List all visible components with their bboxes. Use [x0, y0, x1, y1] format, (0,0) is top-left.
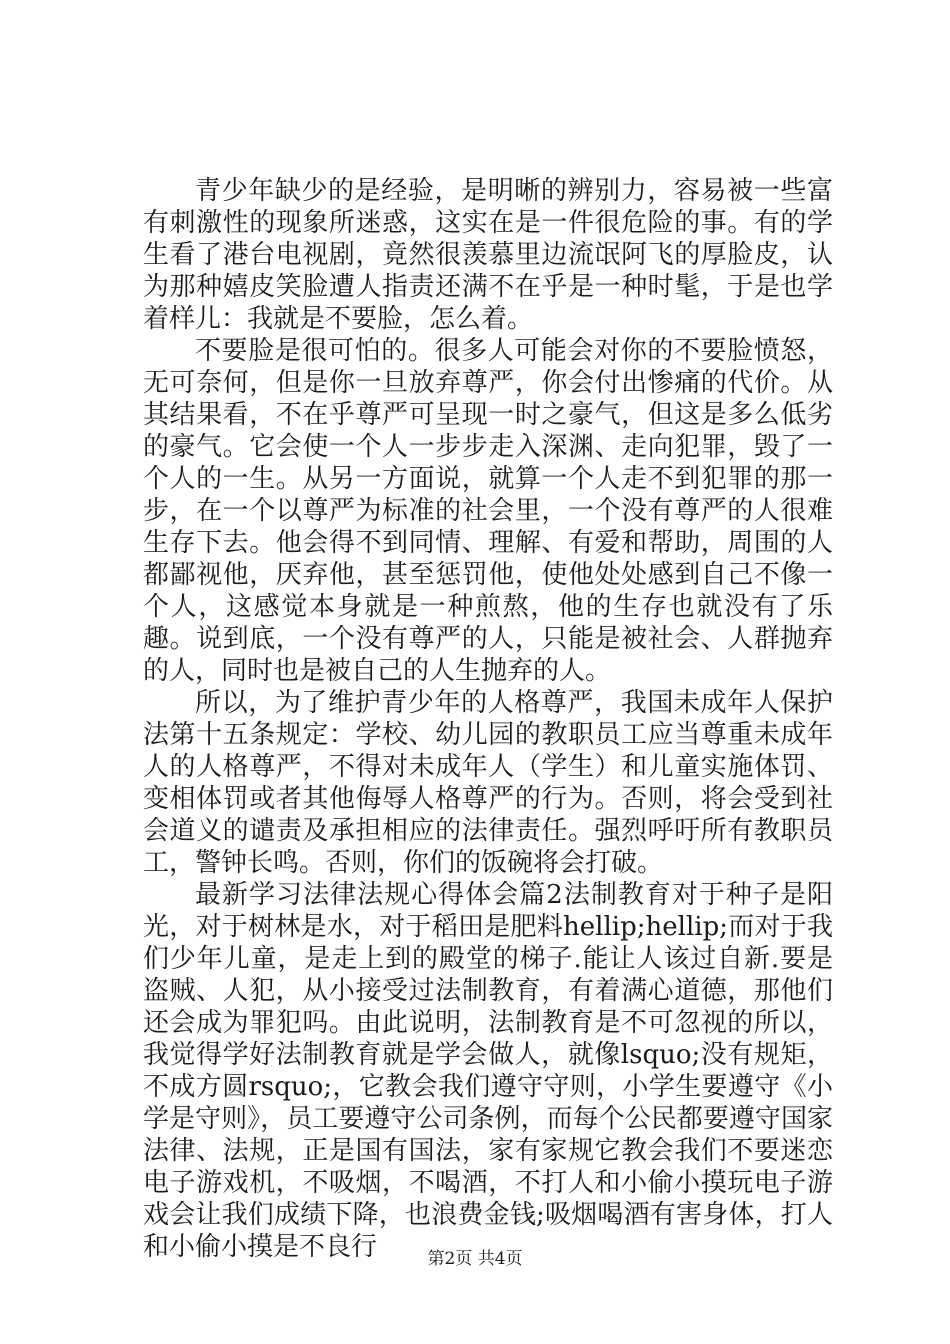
paragraph: 最新学习法律法规心得体会篇2法制教育对于种子是阳光，对于树林是水，对于稻田是肥料hellip;hellip;而对于我们少年儿童，是走上到的殿堂的梯子.能让人该过自新.要是盗贼、人犯，从小接受过法制教育，有着满心道德，那他们还会成为罪犯吗。由此说明，法制教育是不可忽视的所以，我觉得学好法制教育就是学会做人，就像lsquo;没有规矩，不成方圆rsquo;，它教会我们遵守守则，小学生要遵守《小学是守则》，员工要遵守公司条例，而每个公民都要遵守国家法律、法规，正是国有国法，家有家规它教会我们不要迷恋电子游戏机，不吸烟，不喝酒，不打人和小偷小摸玩电子游戏会让我们成绩下降，也浪费金钱;吸烟喝酒有害身体，打人和小偷小摸是不良行: [143, 880, 833, 1262]
page-footer: 第2页 共4页: [427, 1249, 523, 1269]
paragraph: 不要脸是很可怕的。很多人可能会对你的不要脸愤怒，无可奈何，但是你一旦放弃尊严，你会付出惨痛的代价。从其结果看，不在乎尊严可呈现一时之豪气，但这是多么低劣的豪气。它会使一个人一步步走入深渊、走向犯罪，毁了一个人的一生。从另一方面说，就算一个人走不到犯罪的那一步，在一个以尊严为标准的社会里，一个没有尊严的人很难生存下去。他会得不到同情、理解、有爱和帮助，周围的人都鄙视他，厌弃他，甚至惩罚他，使他处处感到自己不像一个人，这感觉本身就是一种煎熬，他的生存也就没有了乐趣。说到底，一个没有尊严的人，只能是被社会、人群抛弃的人，同时也是被自己的人生抛弃的人。: [143, 336, 833, 686]
paragraph: 所以，为了维护青少年的人格尊严，我国未成年人保护法第十五条规定：学校、幼儿园的教职员工应当尊重未成年人的人格尊严，不得对未成年人（学生）和儿童实施体罚、变相体罚或者其他侮辱人格尊严的行为。否则，将会受到社会道义的谴责及承担相应的法律责任。强烈呼吁所有教职员工，警钟长鸣。否则，你们的饭碗将会打破。: [143, 688, 833, 878]
paragraph: 青少年缺少的是经验，是明晰的辨别力，容易被一些富有刺激性的现象所迷惑，这实在是一件很危险的事。有的学生看了港台电视剧，竟然很羡慕里边流氓阿飞的厚脸皮，认为那种嬉皮笑脸遭人指责还满不在乎是一种时髦，于是也学着样儿：我就是不要脸，怎么着。: [143, 176, 833, 334]
document-body: [143, 175, 833, 1263]
